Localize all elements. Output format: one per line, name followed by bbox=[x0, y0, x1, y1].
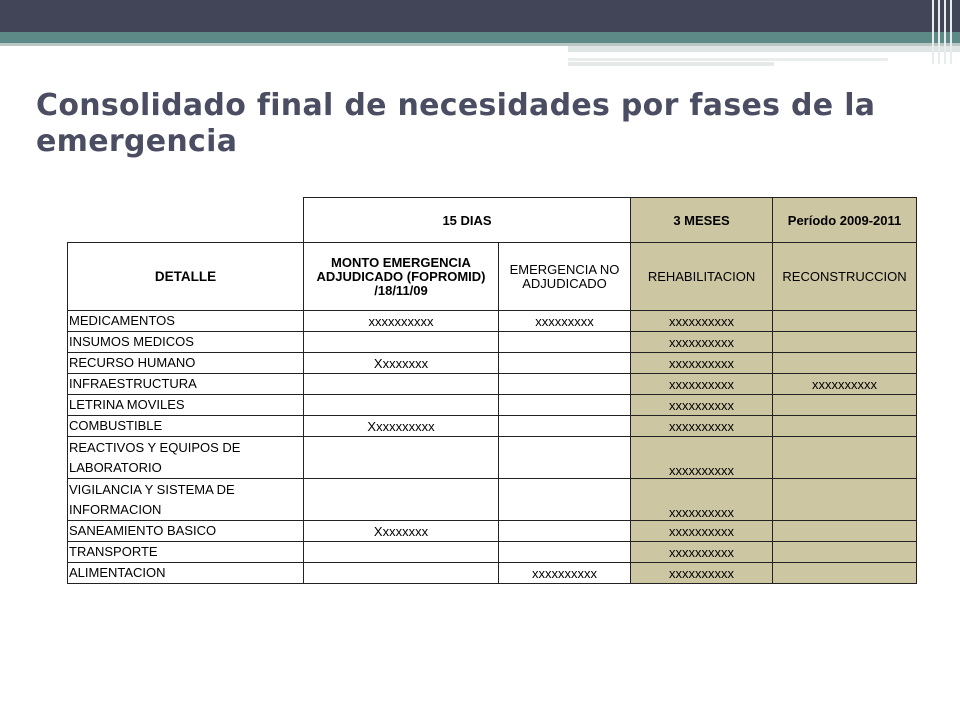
cell-monto bbox=[304, 563, 499, 584]
row-label: VIGILANCIA Y SISTEMA DE INFORMACION bbox=[68, 479, 304, 521]
cell-rehabilitacion: xxxxxxxxxx bbox=[631, 416, 773, 437]
cell-reconstruccion bbox=[773, 563, 917, 584]
decor-vline bbox=[944, 0, 946, 64]
cell-rehabilitacion: xxxxxxxxxx bbox=[631, 479, 773, 521]
table-row bbox=[68, 374, 917, 395]
header-detalle: DETALLE bbox=[68, 243, 304, 311]
cell-reconstruccion bbox=[773, 395, 917, 416]
needs-table bbox=[67, 197, 917, 584]
table-row bbox=[68, 521, 917, 542]
header-reconstruccion: RECONSTRUCCION bbox=[773, 243, 917, 311]
cell-no-adjudicado bbox=[499, 521, 631, 542]
decor-line bbox=[568, 46, 960, 52]
cell-monto: Xxxxxxxx bbox=[304, 521, 499, 542]
cell-reconstruccion: xxxxxxxxxx bbox=[773, 374, 917, 395]
header-no-adjudicado: EMERGENCIA NO ADJUDICADO bbox=[499, 243, 631, 311]
cell-no-adjudicado bbox=[499, 353, 631, 374]
table-row bbox=[68, 311, 917, 332]
cell-monto bbox=[304, 437, 499, 479]
cell-monto: Xxxxxxxx bbox=[304, 353, 499, 374]
decor-vline bbox=[932, 0, 934, 64]
header-monto: MONTO EMERGENCIA ADJUDICADO (FOPROMID) /18/11/09 bbox=[304, 243, 499, 311]
cell-no-adjudicado bbox=[499, 374, 631, 395]
table-row bbox=[68, 542, 917, 563]
header-15-dias: 15 DIAS bbox=[304, 198, 631, 243]
cell-no-adjudicado: xxxxxxxxx bbox=[499, 311, 631, 332]
row-label: TRANSPORTE bbox=[68, 542, 304, 563]
cell-monto: xxxxxxxxxx bbox=[304, 311, 499, 332]
cell-no-adjudicado bbox=[499, 395, 631, 416]
row-label: ALIMENTACION bbox=[68, 563, 304, 584]
row-label: MEDICAMENTOS bbox=[68, 311, 304, 332]
empty-corner bbox=[68, 198, 304, 243]
cell-reconstruccion bbox=[773, 353, 917, 374]
decor-vline bbox=[950, 0, 952, 64]
cell-monto bbox=[304, 479, 499, 521]
row-label: SANEAMIENTO BASICO bbox=[68, 521, 304, 542]
row-label: COMBUSTIBLE bbox=[68, 416, 304, 437]
cell-monto bbox=[304, 374, 499, 395]
table-row bbox=[68, 332, 917, 353]
header-rehabilitacion: REHABILITACION bbox=[631, 243, 773, 311]
table-row bbox=[68, 353, 917, 374]
cell-no-adjudicado: xxxxxxxxxx bbox=[499, 563, 631, 584]
cell-rehabilitacion: xxxxxxxxxx bbox=[631, 332, 773, 353]
cell-rehabilitacion: xxxxxxxxxx bbox=[631, 521, 773, 542]
cell-rehabilitacion: xxxxxxxxxx bbox=[631, 374, 773, 395]
row-label: LETRINA MOVILES bbox=[68, 395, 304, 416]
cell-no-adjudicado bbox=[499, 542, 631, 563]
header-periodo: Período 2009-2011 bbox=[773, 198, 917, 243]
cell-no-adjudicado bbox=[499, 416, 631, 437]
cell-rehabilitacion: xxxxxxxxxx bbox=[631, 542, 773, 563]
period-header-row bbox=[68, 198, 917, 243]
cell-rehabilitacion: xxxxxxxxxx bbox=[631, 353, 773, 374]
cell-reconstruccion bbox=[773, 311, 917, 332]
accent-stripe bbox=[0, 32, 960, 43]
cell-reconstruccion bbox=[773, 332, 917, 353]
table-row bbox=[68, 479, 917, 521]
cell-monto bbox=[304, 542, 499, 563]
cell-rehabilitacion: xxxxxxxxxx bbox=[631, 437, 773, 479]
cell-monto: Xxxxxxxxxx bbox=[304, 416, 499, 437]
cell-monto bbox=[304, 395, 499, 416]
row-label: REACTIVOS Y EQUIPOS DE LABORATORIO bbox=[68, 437, 304, 479]
cell-no-adjudicado bbox=[499, 332, 631, 353]
decor-line bbox=[568, 62, 774, 66]
cell-rehabilitacion: xxxxxxxxxx bbox=[631, 395, 773, 416]
cell-rehabilitacion: xxxxxxxxxx bbox=[631, 311, 773, 332]
column-header-row bbox=[68, 243, 917, 311]
cell-no-adjudicado bbox=[499, 437, 631, 479]
cell-rehabilitacion: xxxxxxxxxx bbox=[631, 563, 773, 584]
top-bar bbox=[0, 0, 960, 32]
decor-vline bbox=[938, 0, 940, 64]
cell-monto bbox=[304, 332, 499, 353]
cell-reconstruccion bbox=[773, 521, 917, 542]
cell-reconstruccion bbox=[773, 437, 917, 479]
table-row bbox=[68, 395, 917, 416]
row-label: INFRAESTRUCTURA bbox=[68, 374, 304, 395]
decor-line bbox=[568, 58, 888, 61]
row-label: INSUMOS MEDICOS bbox=[68, 332, 304, 353]
cell-reconstruccion bbox=[773, 416, 917, 437]
table-row bbox=[68, 563, 917, 584]
row-label: RECURSO HUMANO bbox=[68, 353, 304, 374]
cell-no-adjudicado bbox=[499, 479, 631, 521]
table-row bbox=[68, 416, 917, 437]
slide-title: Consolidado final de necesidades por fases de la emergencia bbox=[36, 88, 876, 159]
header-3-meses: 3 MESES bbox=[631, 198, 773, 243]
table-row bbox=[68, 437, 917, 479]
cell-reconstruccion bbox=[773, 542, 917, 563]
cell-reconstruccion bbox=[773, 479, 917, 521]
